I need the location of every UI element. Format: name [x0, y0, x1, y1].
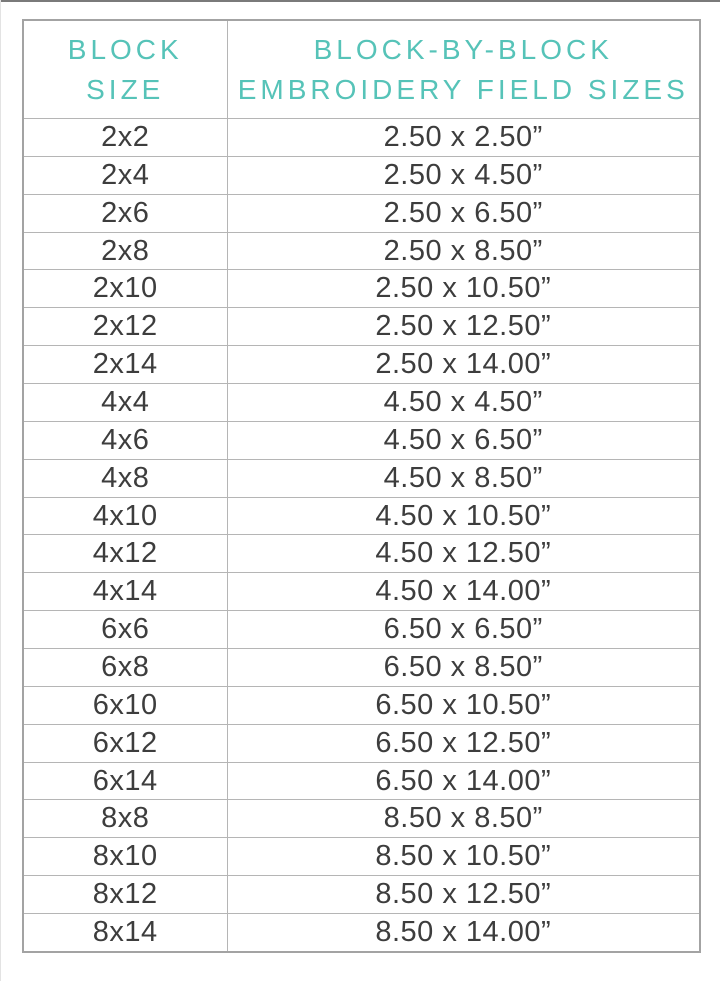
page-top-edge-line — [1, 0, 720, 2]
block-size-cell: 4x6 — [23, 421, 227, 459]
field-size-cell: 4.50 x 10.50” — [227, 497, 700, 535]
table-row — [23, 686, 700, 724]
field-size-cell: 2.50 x 14.00” — [227, 346, 700, 384]
block-size-cell: 2x10 — [23, 270, 227, 308]
block-size-cell: 2x12 — [23, 308, 227, 346]
block-size-cell: 6x14 — [23, 762, 227, 800]
block-size-cell: 8x14 — [23, 914, 227, 952]
block-size-cell: 4x4 — [23, 384, 227, 422]
field-size-cell: 8.50 x 12.50” — [227, 876, 700, 914]
table-row — [23, 270, 700, 308]
block-size-cell: 2x14 — [23, 346, 227, 384]
table-row — [23, 649, 700, 687]
field-size-cell: 8.50 x 14.00” — [227, 914, 700, 952]
field-size-cell: 6.50 x 6.50” — [227, 611, 700, 649]
header-block-size — [23, 20, 227, 119]
field-size-cell: 8.50 x 10.50” — [227, 838, 700, 876]
header-field-sizes-line1: BLOCK-BY-BLOCK — [313, 33, 613, 65]
table-row — [23, 800, 700, 838]
field-size-cell: 2.50 x 2.50” — [227, 119, 700, 157]
block-size-cell: 2x6 — [23, 194, 227, 232]
header-field-sizes-line2: EMBROIDERY FIELD SIZES — [237, 73, 689, 105]
field-size-cell: 2.50 x 10.50” — [227, 270, 700, 308]
header-row — [23, 20, 700, 119]
table-row — [23, 308, 700, 346]
block-size-cell: 4x14 — [23, 573, 227, 611]
block-size-cell: 2x2 — [23, 119, 227, 157]
block-size-cell: 2x8 — [23, 232, 227, 270]
embroidery-field-size-table — [22, 19, 701, 953]
table-row — [23, 421, 700, 459]
field-size-cell: 6.50 x 8.50” — [227, 649, 700, 687]
table-row — [23, 119, 700, 157]
field-size-cell: 8.50 x 8.50” — [227, 800, 700, 838]
block-size-cell: 6x6 — [23, 611, 227, 649]
block-size-cell: 8x8 — [23, 800, 227, 838]
field-size-cell: 6.50 x 10.50” — [227, 686, 700, 724]
header-field-sizes — [227, 20, 700, 119]
header-block-size-line2: SIZE — [86, 73, 165, 105]
table-row — [23, 724, 700, 762]
table-row — [23, 535, 700, 573]
block-size-cell: 8x10 — [23, 838, 227, 876]
block-size-cell: 2x4 — [23, 156, 227, 194]
table-header — [23, 20, 700, 119]
table-row — [23, 914, 700, 952]
block-size-cell: 6x12 — [23, 724, 227, 762]
field-size-cell: 6.50 x 14.00” — [227, 762, 700, 800]
field-size-cell: 4.50 x 4.50” — [227, 384, 700, 422]
table-row — [23, 156, 700, 194]
block-size-cell: 6x10 — [23, 686, 227, 724]
table-row — [23, 838, 700, 876]
table-row — [23, 876, 700, 914]
header-block-size-line1: BLOCK — [67, 33, 183, 65]
table-row — [23, 232, 700, 270]
table-row — [23, 459, 700, 497]
table-row — [23, 573, 700, 611]
field-size-cell: 2.50 x 6.50” — [227, 194, 700, 232]
table-row — [23, 762, 700, 800]
field-size-cell: 6.50 x 12.50” — [227, 724, 700, 762]
table-body — [23, 119, 700, 953]
table-row — [23, 497, 700, 535]
field-size-cell: 2.50 x 8.50” — [227, 232, 700, 270]
table-row — [23, 194, 700, 232]
field-size-cell: 2.50 x 12.50” — [227, 308, 700, 346]
block-size-cell: 4x8 — [23, 459, 227, 497]
field-size-cell: 4.50 x 12.50” — [227, 535, 700, 573]
block-size-cell: 4x12 — [23, 535, 227, 573]
block-size-cell: 6x8 — [23, 649, 227, 687]
field-size-cell: 4.50 x 14.00” — [227, 573, 700, 611]
field-size-cell: 4.50 x 6.50” — [227, 421, 700, 459]
field-size-cell: 4.50 x 8.50” — [227, 459, 700, 497]
block-size-cell: 4x10 — [23, 497, 227, 535]
table-row — [23, 384, 700, 422]
field-size-cell: 2.50 x 4.50” — [227, 156, 700, 194]
block-size-cell: 8x12 — [23, 876, 227, 914]
table-row — [23, 611, 700, 649]
table-row — [23, 346, 700, 384]
